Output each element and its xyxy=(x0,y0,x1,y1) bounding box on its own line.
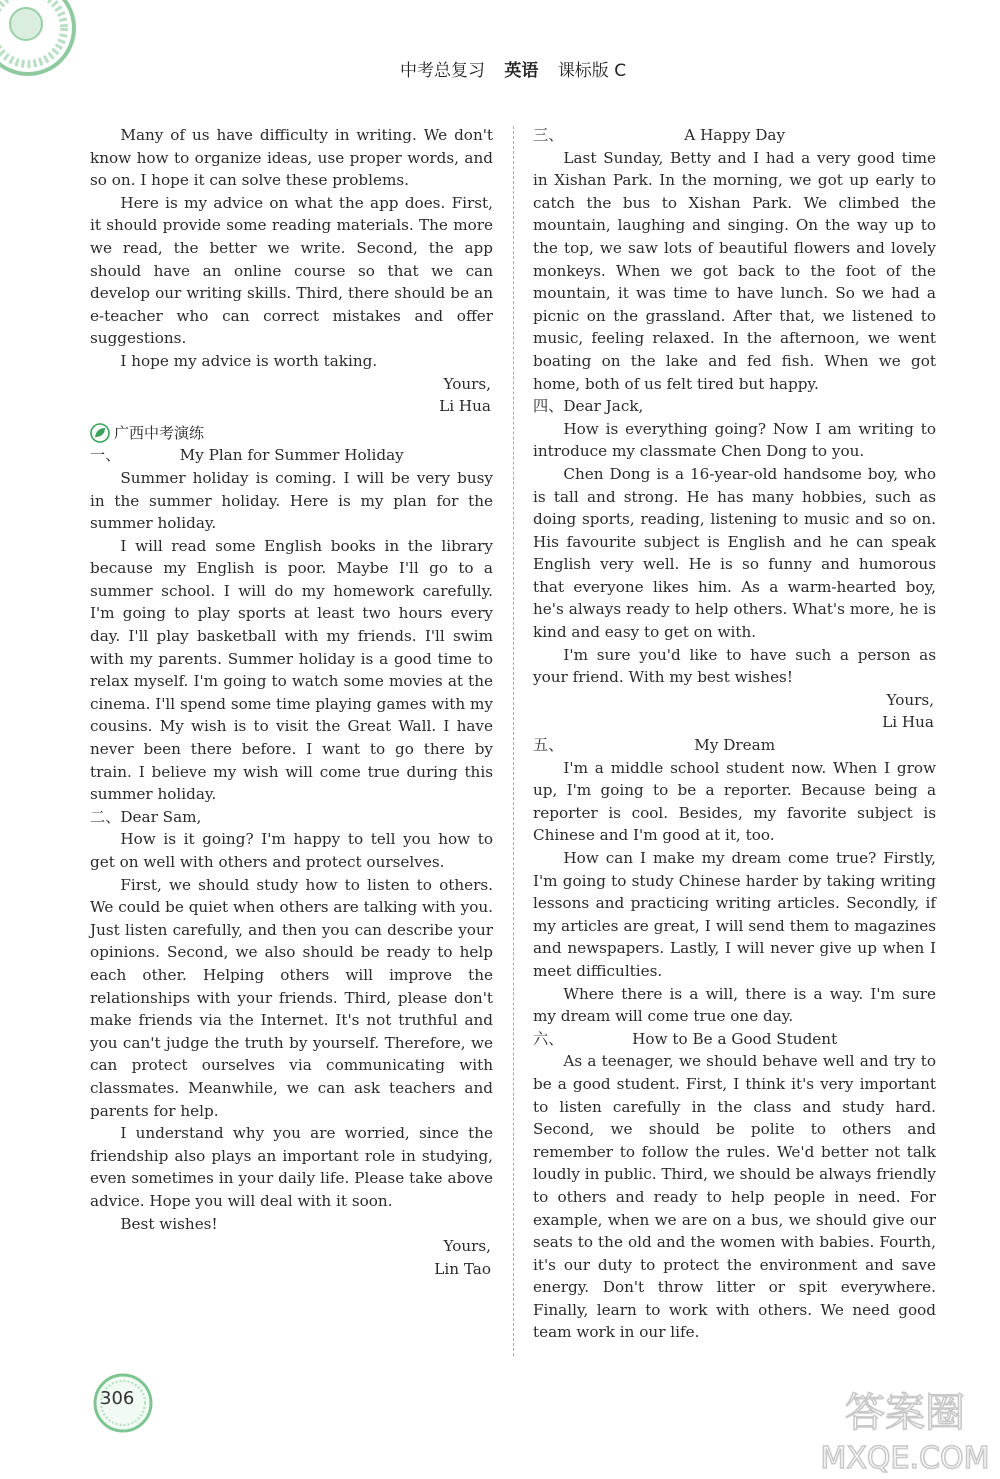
signature-name: Li Hua xyxy=(439,397,491,416)
essay-title: My Dream xyxy=(694,736,776,755)
paragraph: I hope my advice is worth taking. xyxy=(120,351,378,370)
question-number: 五、 xyxy=(533,736,564,755)
letter-salutation: Dear Jack, xyxy=(563,397,644,416)
question-title-line xyxy=(533,124,936,147)
section-heading xyxy=(90,422,493,445)
site-watermark-logo xyxy=(820,1382,990,1474)
signature-name: Li Hua xyxy=(882,713,934,732)
watermark-line1: 答案圈 xyxy=(845,1390,965,1436)
closing: Yours, xyxy=(443,1237,491,1256)
header-edition: 课标版 C xyxy=(557,61,627,81)
paragraph: Best wishes! xyxy=(120,1214,218,1233)
essay-title: How to Be a Good Student xyxy=(632,1029,838,1048)
paragraph: Here is my advice on what the app does. First, it should provide some reading materials. The more we read, the better we write. Second, the app should have an online course so that we can develop our writing skills. Third, there should be an e-teacher who can correct mistakes and offer suggestions. xyxy=(90,193,493,348)
closing: Yours, xyxy=(886,690,934,709)
paragraph: Many of us have difficulty in writing. We don't know how to organize ideas, use proper words, and so on. I hope it can solve these problems. xyxy=(90,126,493,190)
paragraph: As a teenager, we should behave well and try to be a good student. First, I think it's very important to listen carefully in the class and study hard. Second, we should be polite to others and remember to follow the rules. We'd better not talk loudly in public. Third, we should be always friendly to others and ready to help people in need. For example, when we are on a bus, we should give our seats to the old and the women with babies. Fourth, it's our duty to protect the environment and save energy. Don't throw litter or spit everywhere. Finally, learn to work with others. We need good team work in our life. xyxy=(533,1052,936,1342)
leaf-icon xyxy=(90,423,110,443)
essay-title: A Happy Day xyxy=(684,126,786,144)
letter-salutation: Dear Sam, xyxy=(120,807,202,826)
question-title-line xyxy=(90,806,493,829)
page-number: 306 xyxy=(100,1388,135,1409)
paragraph: Chen Dong is a 16-year-old handsome boy, who is tall and strong. He has many hobbies, such as doing sports, reading, listening to music and so on. His favourite subject is English and he can speak English very well. He is so funny and humorous that everyone likes him. As a warm-hearted boy, he's always ready to help others. What's more, he is kind and easy to get on with. xyxy=(533,464,936,642)
paragraph: I'm a middle school student now. When I grow up, I'm going to be a reporter. Because being a reporter is cool. Besides, my favorite subject is Chinese and I'm good at it, too. xyxy=(533,758,936,845)
question-title-line xyxy=(90,444,493,467)
paragraph: How can I make my dream come true? Firstly, I'm going to study Chinese harder by taking writing lessons and practicing writing articles. Secondly, if my articles are great, I will send them to magazines and newspapers. Lastly, I will never give up when I meet difficulties. xyxy=(533,849,936,980)
column-divider xyxy=(513,126,514,1356)
paragraph: Summer holiday is coming. I will be very busy in the summer holiday. Here is my plan for the summer holiday. xyxy=(90,468,493,533)
section-label: 广西中考演练 xyxy=(114,423,205,442)
question-title-line xyxy=(533,734,936,757)
watermark-line2: MXQE.COM xyxy=(820,1441,990,1474)
header-subject: 英语 xyxy=(504,61,539,81)
question-number: 一、 xyxy=(90,446,121,465)
paragraph: I understand why you are worried, since the friendship also plays an important role in studying, even sometimes in your daily life. Please take above advice. Hope you will deal with it soon. xyxy=(90,1124,493,1210)
paragraph: Last Sunday, Betty and I had a very good time in Xishan Park. In the morning, we got up early to catch the bus to Xishan Park. We climbed the mountain, laughing and singing. On the way up to the top, we saw lots of beautiful flowers and lovely monkeys. When we got back to the foot of the mountain, it was time to have lunch. So we had a picnic on the grassland. After that, we listened to music, feeling relaxed. In the afternoon, we went boating on the lake and fed fish. When we got home, both of us felt tired but happy. xyxy=(533,148,936,393)
signature-name: Lin Tao xyxy=(434,1259,491,1278)
corner-badge-decoration xyxy=(0,0,110,90)
question-title-line xyxy=(533,1028,936,1051)
closing: Yours, xyxy=(443,374,491,393)
essay-title: My Plan for Summer Holiday xyxy=(179,446,404,465)
paragraph: I will read some English books in the library because my English is poor. Maybe I'll go to a summer school. I will do my homework carefully. I'm going to play sports at least two hours every day. I'll play basketball with my friends. I'll swim with my parents. Summer holiday is a good time to relax myself. I'm going to watch some movies at the cinema. I'll spend some time playing games with my cousins. My wish is to visit the Great Wall. I have never been there before. I want to go there by train. I believe my wish will come true during this summer holiday. xyxy=(90,536,493,804)
page-header xyxy=(400,56,640,81)
paragraph: How is it going? I'm happy to tell you how to get on well with others and protect ourselves. xyxy=(90,830,493,871)
right-column xyxy=(533,124,936,1344)
question-title-line xyxy=(533,395,936,418)
paragraph: First, we should study how to listen to others. We could be quiet when others are talking with you. Just listen carefully, and then you can describe your opinions. Second, we also should be ready to help each other. Helping others will improve the relationships with your friends. Third, please don't make friends via the Internet. It's not truthful and you can't judge the truth by yourself. Therefore, we can protect ourselves via communicating with classmates. Meanwhile, we can ask teachers and parents for help. xyxy=(90,875,493,1120)
question-number: 六、 xyxy=(533,1029,564,1048)
question-number: 四、 xyxy=(533,397,564,416)
question-number: 三、 xyxy=(533,126,564,144)
left-column xyxy=(90,124,493,1280)
paragraph: How is everything going? Now I am writing to introduce my classmate Chen Dong to you. xyxy=(533,419,936,461)
question-number: 二、 xyxy=(90,807,121,826)
header-book-title: 中考总复习 xyxy=(400,61,485,81)
paragraph: I'm sure you'd like to have such a person as your friend. With my best wishes! xyxy=(533,645,936,687)
paragraph: Where there is a will, there is a way. I'm sure my dream will come true one day. xyxy=(533,984,936,1026)
